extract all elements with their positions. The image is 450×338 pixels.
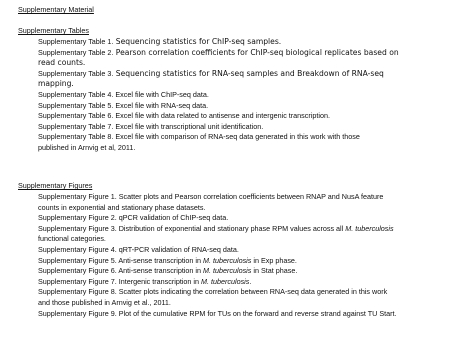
figures-heading: Supplementary Figures	[18, 181, 93, 190]
table-label: Supplementary Table 8.	[38, 132, 114, 142]
figure-description: Plot of the cumulative RPM for TUs on the forward and reverse strand against TU Start.	[116, 308, 397, 318]
table-entry-3	[38, 69, 384, 79]
table-entry-5	[38, 101, 208, 111]
table-entry-1	[38, 37, 281, 47]
figure-label: Supplementary Figure 8.	[38, 287, 117, 297]
table-description: Excel file with comparison of RNA-seq data generated in this work with those	[113, 132, 360, 142]
table-label: Supplementary Table 5.	[38, 100, 114, 110]
figure-description: Anti-sense transcription in	[116, 255, 204, 265]
figure-entry-7	[38, 277, 251, 287]
table-description: mapping.	[38, 79, 74, 89]
table-label: Supplementary Table 6.	[38, 111, 114, 121]
table-label: Supplementary Table 3.	[38, 68, 114, 78]
figure-entry-3-line-2	[38, 234, 106, 244]
table-entry-7	[38, 122, 263, 132]
figure-description: and those published in Arnvig et al., 2011.	[38, 298, 171, 307]
table-entry-2	[38, 48, 399, 58]
table-description: published in Arnvig et al, 2011.	[38, 143, 136, 152]
figure-entry-5	[38, 256, 297, 266]
figure-description: M. tuberculosis	[203, 255, 252, 265]
table-description: Excel file with transcriptional unit identification.	[113, 121, 264, 131]
figure-entry-6	[38, 266, 297, 276]
figure-entry-9	[38, 309, 397, 319]
figure-description: Scatter plots and Pearson correlation coefficients between RNAP and NusA feature	[116, 192, 384, 201]
table-entry-6	[38, 111, 330, 121]
table-entry-3-line-2	[38, 79, 74, 89]
figure-description: functional categories.	[38, 234, 106, 244]
table-description: read counts.	[38, 58, 86, 68]
figure-label: Supplementary Figure 3.	[38, 223, 117, 233]
figure-description: .	[249, 276, 252, 286]
table-label: Supplementary Table 2.	[38, 47, 114, 57]
figure-entry-3	[38, 224, 394, 234]
figure-description: Intergenic transcription in	[116, 276, 202, 286]
figure-label: Supplementary Figure 6.	[38, 266, 117, 276]
table-entry-8	[38, 132, 360, 142]
figure-entry-8-line-2	[38, 298, 171, 308]
figure-description: Anti-sense transcription in	[116, 266, 204, 276]
figure-description: qPCR validation of ChIP-seq data.	[116, 213, 229, 223]
figure-description: counts in exponential and stationary phase datasets.	[38, 202, 206, 212]
figure-description: in Exp phase.	[251, 255, 297, 265]
table-description: Sequencing statistics for ChIP-seq samples.	[113, 37, 282, 46]
table-description: Sequencing statistics for RNA-seq samples and Breakdown of RNA-seq	[113, 68, 384, 78]
table-label: Supplementary Table 1.	[38, 37, 114, 46]
figure-description: in Stat phase.	[251, 266, 298, 276]
figure-label: Supplementary Figure 4.	[38, 245, 117, 254]
figure-entry-4	[38, 245, 239, 255]
figure-entry-1	[38, 192, 383, 202]
table-description: Excel file with data related to antisense and intergenic transcription.	[113, 111, 330, 121]
figure-description: M. tuberculosis	[345, 223, 394, 233]
tables-heading: Supplementary Tables	[18, 26, 89, 35]
document-title: Supplementary Material	[18, 5, 94, 14]
table-description: Excel file with RNA-seq data.	[113, 100, 209, 110]
table-entry-2-line-2	[38, 58, 85, 68]
figure-label: Supplementary Figure 2.	[38, 213, 117, 223]
figure-label: Supplementary Figure 7.	[38, 276, 117, 286]
figure-entry-8	[38, 287, 387, 297]
table-label: Supplementary Table 7.	[38, 121, 114, 131]
table-entry-4	[38, 90, 209, 100]
figure-label: Supplementary Figure 1.	[38, 192, 117, 201]
table-label: Supplementary Table 4.	[38, 90, 114, 99]
table-entry-8-line-2	[38, 143, 135, 153]
figure-label: Supplementary Figure 9.	[38, 308, 117, 318]
figure-description: M. tuberculosis	[201, 276, 250, 286]
figure-description: Scatter plots indicating the correlation between RNA-seq data generated in this work	[116, 287, 388, 297]
figure-description: Distribution of exponential and stationary phase RPM values across all	[116, 223, 346, 233]
figure-entry-1-line-2	[38, 203, 205, 213]
table-description: Excel file with ChIP-seq data.	[113, 90, 209, 99]
table-description: Pearson correlation coefficients for ChIP-seq biological replicates based on	[113, 47, 399, 57]
figure-description: qRT-PCR validation of RNA-seq data.	[116, 245, 239, 254]
figure-description: M. tuberculosis	[203, 266, 252, 276]
figure-entry-2	[38, 213, 228, 223]
figure-label: Supplementary Figure 5.	[38, 255, 117, 265]
